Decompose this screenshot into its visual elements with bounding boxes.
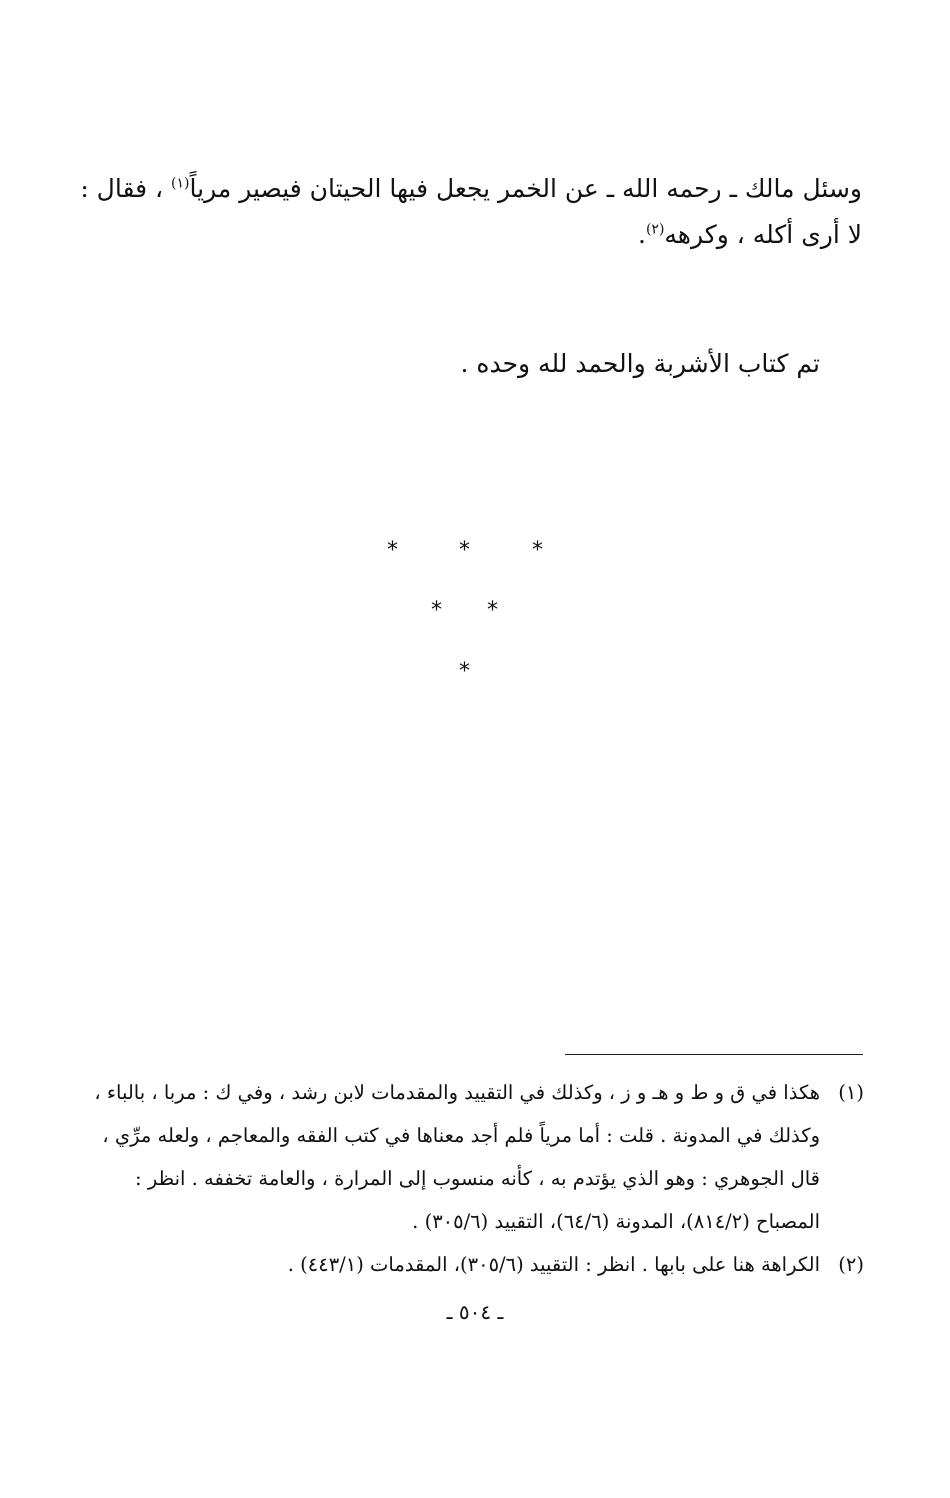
main-line-2-text: لا أرى أكله ، وكرهه [664,220,862,249]
asterisk-ornament: * [487,598,498,623]
footnote-1 [86,1071,864,1243]
page-number: ـ ٥٠٤ ـ [446,1300,504,1324]
footnote-2-text: الكراهة هنا على بابها . انظر : التقييد (٣٠٥/٦)، المقدمات (٤٤٣/١) . [287,1253,820,1276]
main-paragraph [80,166,862,258]
footnote-1-line [86,1071,864,1114]
footnote-2 [86,1243,864,1286]
footnote-divider [565,1054,863,1055]
footnote-2-line [86,1243,864,1286]
asterisk-ornament: * [532,538,543,563]
asterisk-ornament: * [431,598,442,623]
footnote-ref-1[interactable]: (١) [171,175,190,192]
asterisk-ornament: * [459,538,470,563]
footnotes-section [86,1071,864,1286]
closing-line: تم كتاب الأشربة والحمد لله وحده . [460,349,820,378]
main-line-1-tail: ، فقال : [80,174,172,203]
main-line-1 [80,166,862,212]
footnote-2-number: (٢) [838,1253,864,1276]
footnote-1-line: المصباح (٨١٤/٢)، المدونة (٦٤/٦)، التقييد (٣٠٥/٦) . [412,1210,820,1233]
footnote-1-line: وكذلك في المدونة . قلت : أما مرياً فلم أجد معناها في كتب الفقه والمعاجم ، ولعله مرِّي ، [102,1124,820,1147]
main-line-1-text: وسئل مالك ـ رحمه الله ـ عن الخمر يجعل فيها الحيتان فيصير مرياً [189,174,862,203]
footnote-1-text: هكذا في ق و ط و هـ و ز ، وكذلك في التقييد والمقدمات لابن رشد ، وفي ك : مربا ، بالباء ، [94,1081,820,1104]
footnote-1-line: قال الجوهري : وهو الذي يؤتدم به ، كأنه منسوب إلى المرارة ، والعامة تخففه . انظر : [135,1167,820,1190]
footnote-ref-2[interactable]: (٢) [645,221,665,238]
footnote-1-number: (١) [838,1081,864,1104]
asterisk-ornament: * [459,659,470,684]
asterisk-ornament: * [387,538,398,563]
main-line-2-tail: . [637,220,646,249]
main-line-2 [88,212,862,258]
